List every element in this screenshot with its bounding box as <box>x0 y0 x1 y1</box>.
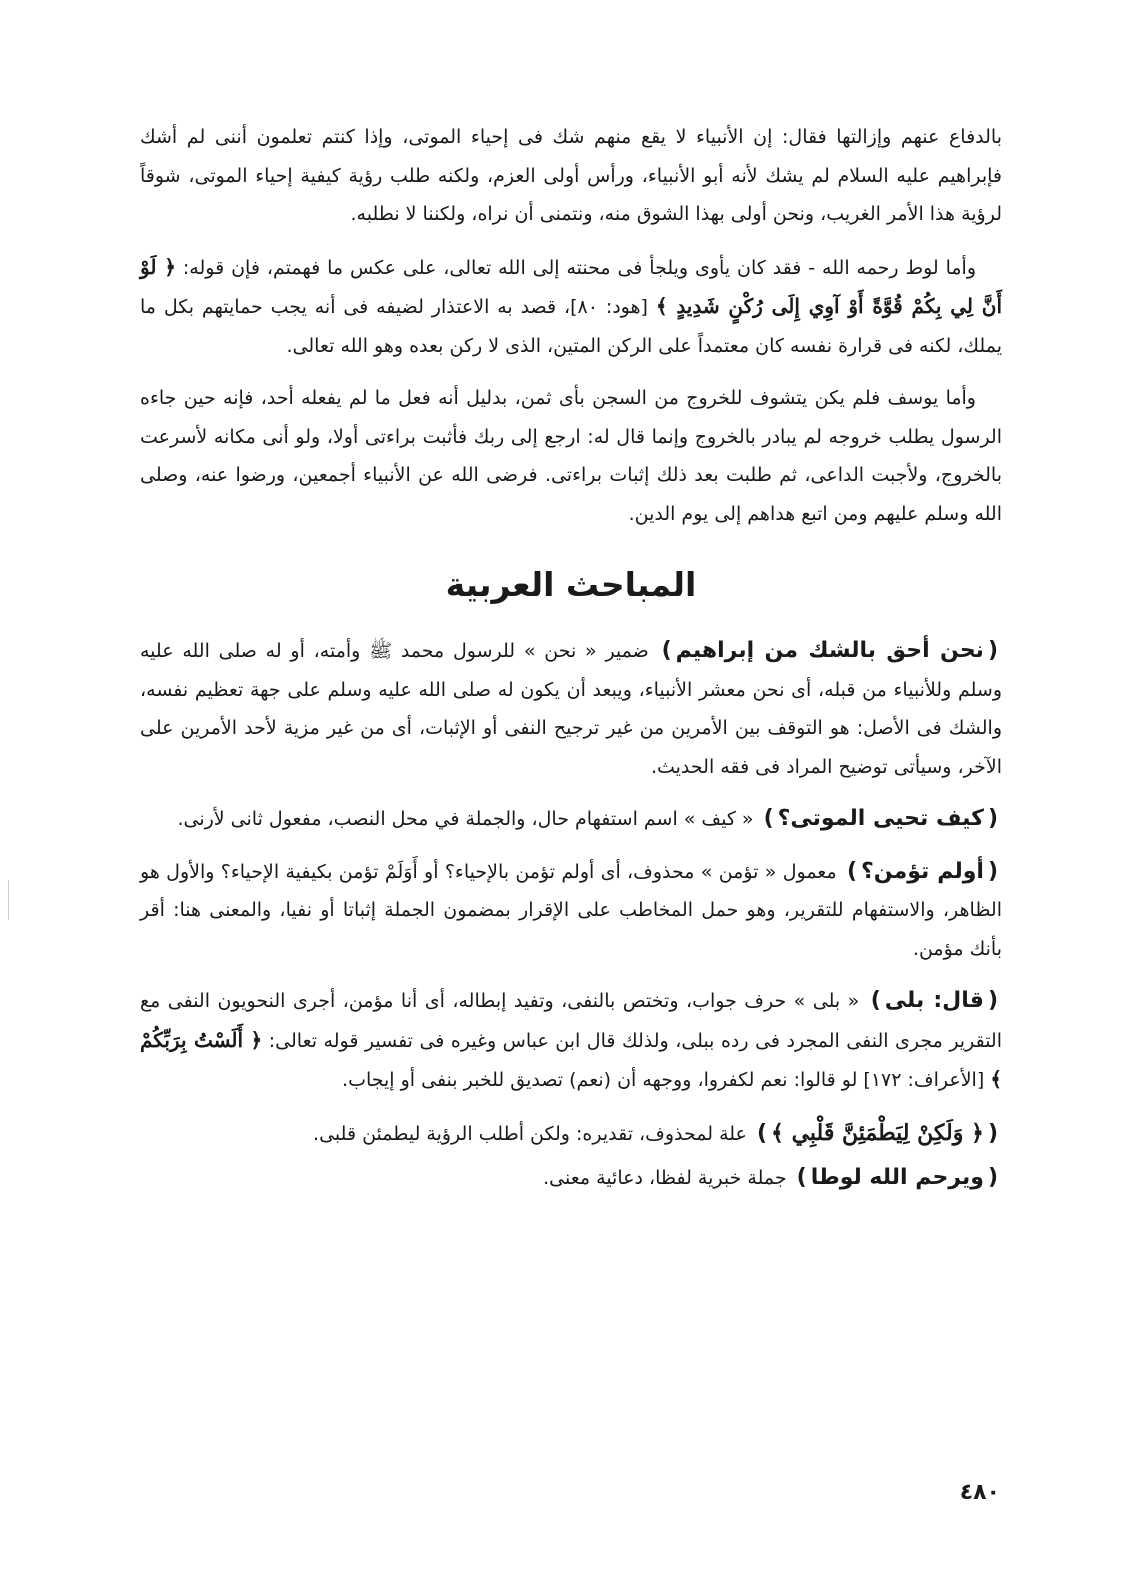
entry-1-term: نحن أحق بالشك من إبراهيم <box>675 638 984 663</box>
open-bracket: ( <box>987 988 998 1013</box>
entry-4-term: قال: بلى <box>884 988 984 1013</box>
entry-2-term: كيف تحيى الموتى؟ <box>777 806 984 831</box>
close-bracket: ) <box>756 1120 768 1146</box>
entry-5 <box>140 1114 1002 1154</box>
open-bracket: ( <box>987 806 998 831</box>
close-bracket: ) <box>661 638 672 663</box>
entry-5-text: علة لمحذوف، تقديره: ولكن أطلب الرؤية ليطمئن قلبى. <box>313 1122 747 1145</box>
quran-verse-hud: ﴿ لَوْ أَنَّ لِي بِكُمْ قُوَّةً أَوْ آوِي إِلَى رُكْنٍ شَدِيدٍ ﴾ <box>140 254 1003 318</box>
close-bracket: ) <box>763 806 774 831</box>
entry-2 <box>140 800 1002 839</box>
open-bracket: ( <box>987 1165 998 1190</box>
quran-verse-araf: ﴿ أَلَسْتُ بِرَبِّكُمْ ﴾ <box>140 1027 1002 1091</box>
paragraph-3-text: وأما يوسف فلم يكن يتشوف للخروج من السجن بأى ثمن، بدليل أنه فعل ما لم يفعله أحد، فإنه حين جاءه الرسول يطلب خروجه لم يبادر بالخروج وإنما قال له: ارجع إلى ربك فأثبت براءتى أولا، ولو أنى مكانه لأسرعت بالخروج، ولأجبت الداعى، ثم طلبت بعد ذلك إثبات براءتى. فرضى الله عن الأنبياء أجمعين، ورضوا عنه، وصلى الله وسلم عليهم ومن اتبع هداهم إلى يوم الدين. <box>140 387 1002 525</box>
scan-margin-mark <box>8 880 9 920</box>
open-bracket: ( <box>987 1120 998 1146</box>
paragraph-2-text-b: [هود: ٨٠]، قصد به الاعتذار لضيفه فى أنه يجب حمايتهم بكل ما يملك، لكنه فى قرارة نفسه كان معتمداً على الركن المتين، الذى لا ركن بعده وهو الله تعالى. <box>140 296 1002 357</box>
close-bracket: ) <box>870 988 881 1013</box>
entry-1-text: ضمير « نحن » للرسول محمد ﷺ وأمته، أو له صلى الله عليه وسلم وللأنبياء من قبله، أى نحن معشر الأنبياء، ويبعد أن يكون له صلى الله عليه وسلم على جهة تعظيم نفسه، والشك فى الأصل: هو التوقف بين الأمرين من غير ترجيح النفى أو الإثبات، أى من غير مزية لأحد الأمرين على الآخر، وسيأتى توضيح المراد فى فقه الحديث. <box>140 640 1002 778</box>
close-bracket: ) <box>846 858 858 884</box>
section-title: المباحث العربية <box>445 565 697 604</box>
entry-3 <box>140 853 1002 969</box>
entry-4-text-b: [الأعراف: ١٧٢] لو قالوا: نعم لكفروا، ووجهه أن (نعم) تصديق للخبر بنفى أو إيجاب. <box>342 1069 985 1091</box>
entry-3-text: معمول « تؤمن » محذوف، أى أولم تؤمن بالإحياء؟ أو أَوَلَمْ تؤمن بكيفية الإحياء؟ والأول هو الظاهر، والاستفهام للتقرير، وهو حمل المخاطب على الإقرار بمضمون الجملة إثباتا أو نفيا، والمعنى هنا: أقر بأنك مؤمن. <box>140 860 1002 960</box>
entry-4-text-a: « بلى » حرف جواب، وتختص بالنفى، وتفيد إبطاله، أى أنا مؤمن، أجرى النحويون النفى مع التقرير مجرى النفى المجرد فى رده ببلى، ولذلك قال ابن عباس وغيره فى تفسير قوله تعالى: <box>140 990 1002 1052</box>
paragraph-3 <box>140 379 1002 533</box>
entry-1 <box>140 632 1002 786</box>
entry-6 <box>140 1159 1002 1198</box>
entry-6-term: ويرحم الله لوطا <box>810 1165 984 1190</box>
open-bracket: ( <box>987 638 998 663</box>
paragraph-2-text-a: وأما لوط رحمه الله - فقد كان يأوى ويلجأ فى محنته إلى الله تعالى، على عكس ما فهمتم، فإن قوله: <box>182 256 977 279</box>
entry-3-term: أولم تؤمن؟ <box>861 858 984 884</box>
paragraph-1-text: بالدفاع عنهم وإزالتها فقال: إن الأنبياء لا يقع منهم شك فى إحياء الموتى، وإذا كنتم تعلمون أننى لم أشك فإبراهيم عليه السلام لم يشك لأنه أبو الأنبياء، ورأس أولى العزم، ولكنه طلب رؤية كيفية إحياء الموتى، شوقاً لرؤية هذا الأمر الغريب، ونحن أولى بهذا الشوق منه، ونتمنى أن نراه، ولكننا لا نطلبه. <box>140 126 1002 225</box>
entry-6-text: جملة خبرية لفظا، دعائية معنى. <box>543 1167 787 1189</box>
close-bracket: ) <box>796 1165 807 1190</box>
paragraph-1 <box>140 118 1002 234</box>
paragraph-2 <box>140 248 1002 366</box>
page-content <box>140 118 1002 1204</box>
open-bracket: ( <box>987 858 998 884</box>
entry-4 <box>140 982 1002 1100</box>
entry-2-text: « كيف » اسم استفهام حال، والجملة في محل النصب، مفعول ثانى لأرنى. <box>177 808 754 830</box>
page-number: ٤٨٠ <box>959 1480 1000 1505</box>
entry-5-term: ﴿ وَلَكِنْ لِيَطْمَئِنَّ قَلْبِي ﴾ <box>771 1119 984 1146</box>
